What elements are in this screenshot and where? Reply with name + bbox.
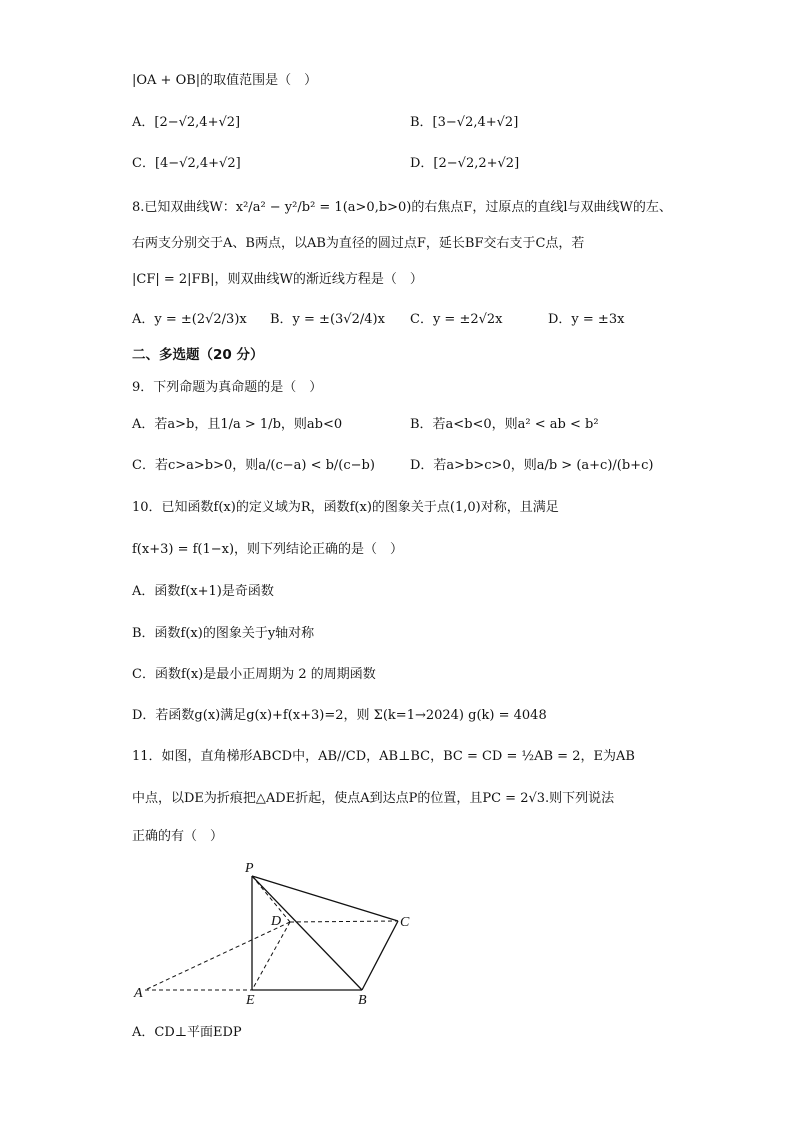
q11-line2: 中点，以DE为折痕把△ADE折起，使点A到达点P的位置，且PC = 2√3.则下列说法 [132, 791, 615, 806]
label-e: E [246, 993, 255, 1008]
label-p: P [245, 861, 254, 876]
q9-option-c: C．若c>a>b>0，则a/(c−a) < b/(c−b) [132, 458, 375, 473]
q11-line3: 正确的有（ ） [132, 829, 224, 844]
q8-option-d: D．y = ±3x [548, 312, 625, 327]
q7-option-d: D．[2−√2,2+√2] [410, 156, 520, 171]
q7-option-c: C．[4−√2,4+√2] [132, 156, 241, 171]
q10-option-a: A．函数f(x+1)是奇函数 [132, 584, 274, 599]
q9-option-b: B．若a<b<0，则a² < ab < b² [410, 417, 599, 432]
q11-line1: 11．如图，直角梯形ABCD中，AB//CD，AB⊥BC，BC = CD = ½AB = 2，E为AB [132, 749, 635, 764]
q10-line1: 10．已知函数f(x)的定义域为R，函数f(x)的图象关于点(1,0)对称，且满足 [132, 500, 559, 515]
q9-option-d: D．若a>b>c>0，则a/b > (a+c)/(b+c) [410, 458, 654, 473]
q10-option-c: C．函数f(x)是最小正周期为 2 的周期函数 [132, 667, 376, 682]
edge-de [252, 922, 290, 990]
figure-solid-edges [252, 876, 398, 990]
q8-option-b: B．y = ±(3√2/4)x [270, 312, 385, 327]
q8-line3: |CF| = 2|FB|，则双曲线W的渐近线方程是（ ） [132, 272, 423, 287]
q9-stem: 9．下列命题为真命题的是（ ） [132, 380, 323, 395]
label-c: C [400, 915, 410, 930]
q9-option-a: A．若a>b，且1/a > 1/b，则ab<0 [132, 417, 343, 432]
edge-pc [252, 876, 398, 921]
edge-dc [290, 921, 398, 922]
q11-option-a: A．CD⊥平面EDP [132, 1025, 242, 1040]
q10-line2: f(x+3) = f(1−x)，则下列结论正确的是（ ） [132, 542, 404, 557]
q7-option-b: B．[3−√2,4+√2] [410, 115, 519, 130]
q8-line1: 8.已知双曲线W：x²/a² − y²/b² = 1(a>0,b>0)的右焦点F，过原点的直线l与双曲线W的左、 [132, 200, 672, 215]
q7-stem: |OA + OB|的取值范围是（ ） [132, 73, 318, 88]
figure-dashed-edges [145, 876, 398, 990]
edge-ad [145, 922, 290, 990]
q8-option-a: A．y = ±(2√2/3)x [132, 312, 247, 327]
q7-option-a: A．[2−√2,4+√2] [132, 115, 241, 130]
section-title: 二、多选题（20 分） [132, 347, 264, 363]
label-a: A [134, 986, 143, 1001]
label-b: B [358, 993, 367, 1008]
edge-pb [252, 876, 362, 990]
q8-option-c: C．y = ±2√2x [410, 312, 503, 327]
q8-line2: 右两支分别交于A、B两点，以AB为直径的圆过点F，延长BF交右支于C点，若 [132, 236, 585, 251]
q10-option-b: B．函数f(x)的图象关于y轴对称 [132, 626, 315, 641]
edge-bc [362, 921, 398, 990]
q10-option-d: D．若函数g(x)满足g(x)+f(x+3)=2，则 Σ(k=1→2024) g(k) = 4048 [132, 708, 547, 723]
edge-pd [252, 876, 290, 922]
label-d: D [271, 914, 282, 929]
